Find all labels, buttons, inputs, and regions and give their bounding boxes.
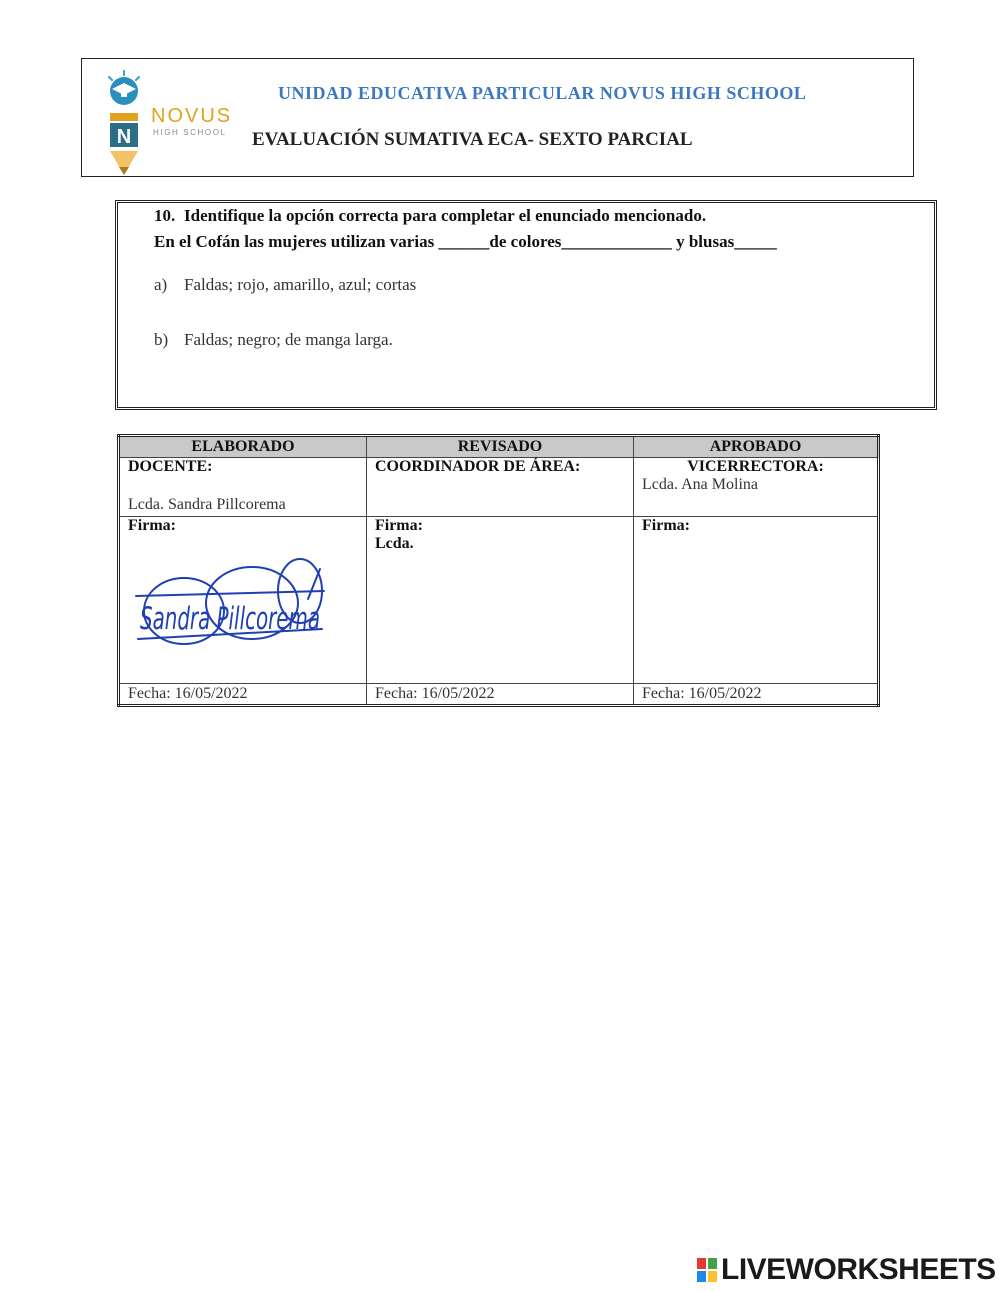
logo-wordmark: NOVUS bbox=[151, 105, 233, 127]
exam-title: EVALUACIÓN SUMATIVA ECA- SEXTO PARCIAL bbox=[252, 129, 693, 150]
option-letter: b) bbox=[154, 330, 169, 349]
firma-label: Firma: bbox=[374, 517, 423, 534]
name-vicerrectora: Lcda. Ana Molina bbox=[642, 476, 758, 493]
question-number: 10. bbox=[154, 206, 176, 225]
cell-docente bbox=[119, 458, 367, 517]
option-text: Faldas; negro; de manga larga. bbox=[184, 330, 393, 349]
cell-coordinador bbox=[366, 458, 633, 517]
fecha-aprobado: Fecha: 16/05/2022 bbox=[634, 684, 879, 706]
fecha-elaborado: Fecha: 16/05/2022 bbox=[119, 684, 367, 706]
cell-firma-vicerrectora bbox=[634, 517, 879, 684]
firma-name: Lcda. bbox=[374, 535, 414, 552]
svg-text:N: N bbox=[116, 126, 132, 148]
option-a[interactable] bbox=[154, 275, 416, 295]
cell-firma-docente bbox=[119, 517, 367, 684]
header-aprobado: APROBADO bbox=[634, 436, 879, 458]
option-letter: a) bbox=[154, 275, 168, 294]
liveworksheets-wordmark: LIVEWORKSHEETS bbox=[721, 1253, 996, 1286]
cell-firma-coordinador bbox=[366, 517, 633, 684]
firma-label: Firma: bbox=[642, 517, 690, 534]
document-header bbox=[81, 58, 914, 177]
option-text: Faldas; rojo, amarillo, azul; cortas bbox=[184, 275, 417, 294]
handwritten-signature-icon bbox=[132, 553, 328, 653]
question-prompt-text: Identifique la opción correcta para completar el enunciado mencionado. bbox=[184, 206, 707, 225]
liveworksheets-blocks-icon bbox=[697, 1258, 717, 1282]
option-b[interactable] bbox=[154, 330, 393, 350]
fecha-revisado: Fecha: 16/05/2022 bbox=[366, 684, 633, 706]
question-box bbox=[115, 200, 937, 410]
role-coordinador: COORDINADOR DE ÁREA: bbox=[374, 458, 581, 475]
header-revisado: REVISADO bbox=[366, 436, 633, 458]
school-name: UNIDAD EDUCATIVA PARTICULAR NOVUS HIGH SCHOOL bbox=[278, 83, 807, 103]
header-elaborado: ELABORADO bbox=[119, 436, 367, 458]
question-prompt bbox=[154, 206, 706, 226]
firma-label: Firma: bbox=[128, 517, 176, 534]
approval-table bbox=[117, 434, 880, 707]
question-statement: En el Cofán las mujeres utilizan varias ______de colores_____________ y blusas_____ bbox=[154, 232, 777, 251]
cell-vicerrectora bbox=[634, 458, 879, 517]
name-docente: Lcda. Sandra Pillcorema bbox=[128, 496, 286, 513]
svg-text:Sandra Pillcorema: Sandra Pillcorema bbox=[140, 601, 320, 637]
role-docente: DOCENTE: bbox=[128, 458, 213, 475]
logo-subtitle: HIGH SCHOOL bbox=[153, 128, 227, 137]
role-vicerrectora: VICERRECTORA: bbox=[687, 458, 824, 475]
